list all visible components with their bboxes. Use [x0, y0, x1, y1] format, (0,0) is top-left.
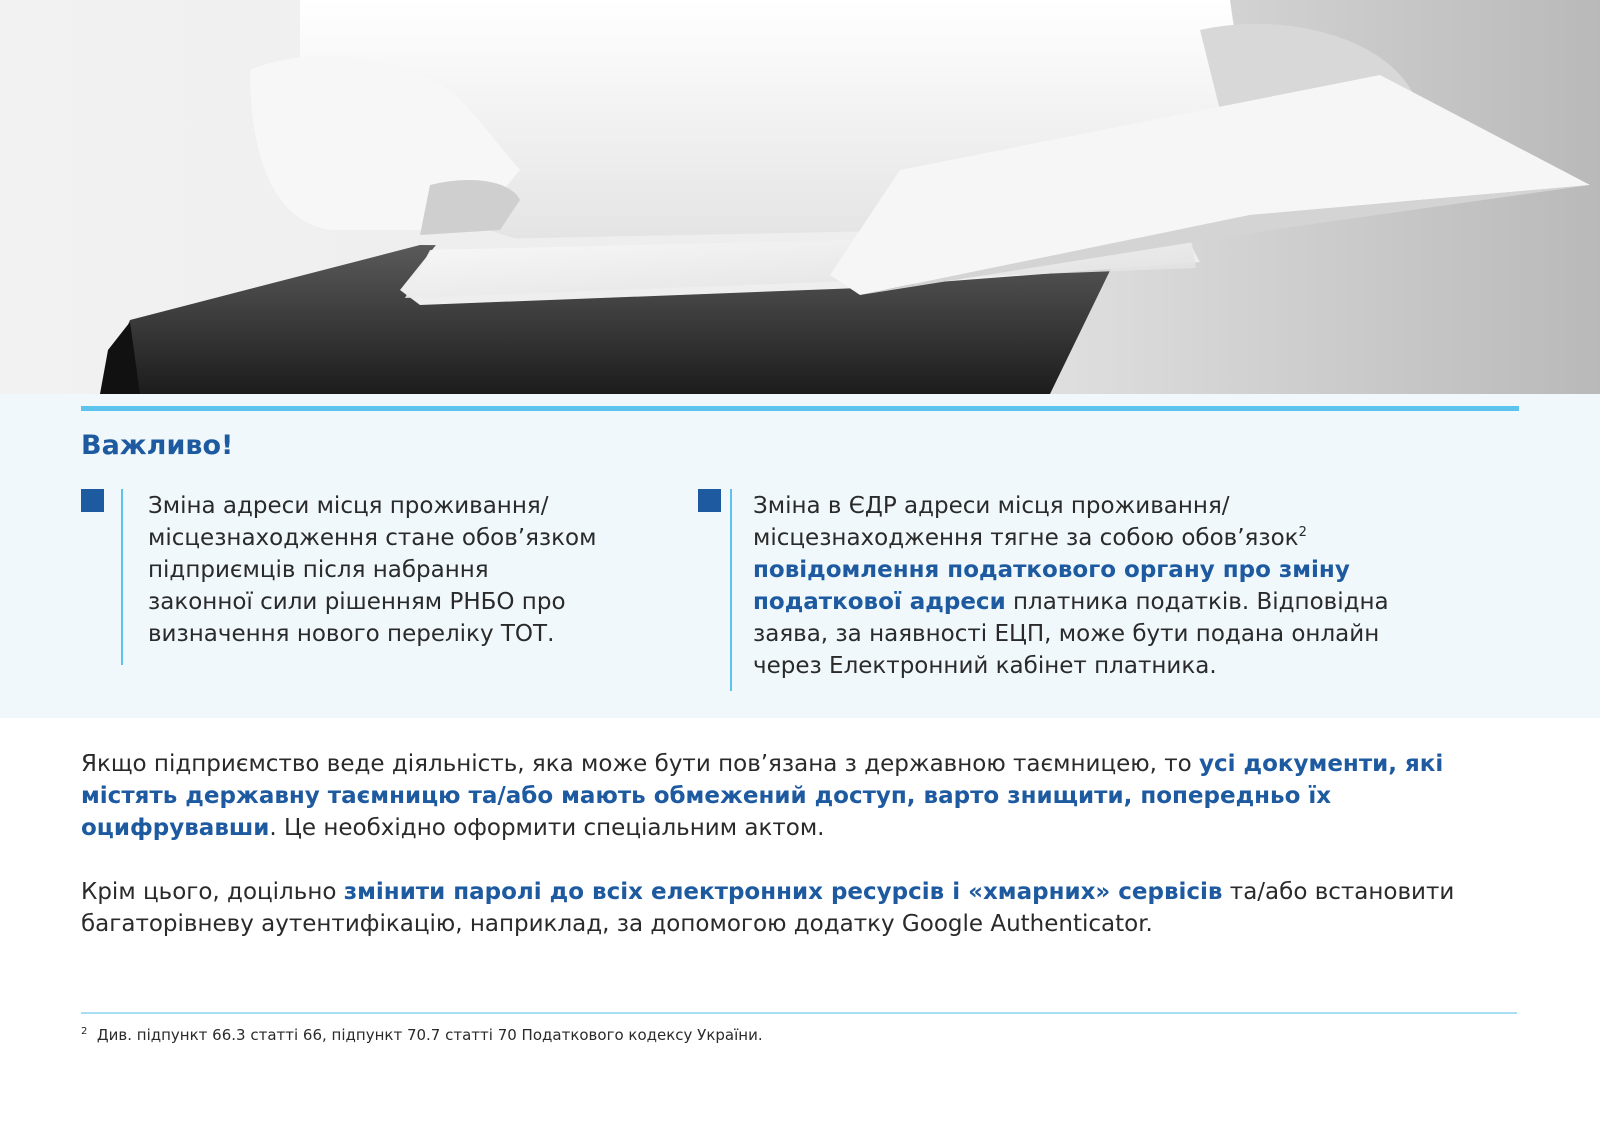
hero-photo — [0, 0, 1600, 394]
paragraph-passwords — [81, 876, 1521, 940]
footnote-number: 2 — [81, 1026, 88, 1037]
note-left-line: місцезнаходження стане обов’язком — [148, 525, 597, 551]
note-left-line: визначення нового переліку ТОТ. — [148, 621, 555, 647]
paragraph-text: та/або встановити багаторівневу аутентифікацію, наприклад, за допомогою додатку Google Authenticator. — [81, 879, 1455, 937]
panel-top-rule — [81, 406, 1519, 411]
note-marker-left — [81, 489, 104, 512]
footnote-text: Див. підпункт 66.3 статті 66, підпункт 70.7 статті 70 Податкового кодексу України. — [96, 1026, 763, 1044]
note-divider-right — [730, 489, 732, 691]
note-right-line: Зміна в ЄДР адреси місця проживання/ — [753, 493, 1230, 519]
note-left-line: Зміна адреси місця проживання/ — [148, 493, 549, 519]
important-title: Важливо! — [81, 430, 234, 461]
footnote-ref[interactable]: 2 — [1298, 525, 1307, 540]
note-right-line: місцезнаходження тягне за собою обов’язок — [753, 525, 1299, 551]
note-right-line: заява, за наявності ЕЦП, може бути подана онлайн — [753, 621, 1380, 647]
paragraph-highlight: змінити паролі до всіх електронних ресурсів і «хмарних» сервісів — [343, 879, 1223, 905]
paragraph-text: Якщо підприємство веде діяльність, яка може бути пов’язана з державною таємницею, то — [81, 751, 1200, 777]
paragraph-text: . Це необхідно оформити спеціальним актом. — [269, 815, 825, 841]
photo-hands-holding-papers-icon — [0, 0, 1600, 394]
note-marker-right — [698, 489, 721, 512]
important-note-right — [753, 490, 1473, 682]
note-right-line: через Електронний кабінет платника. — [753, 653, 1217, 679]
note-left-line: законної сили рішенням РНБО про — [148, 589, 566, 615]
paragraph-text: Крім цього, доцільно — [81, 879, 344, 905]
note-right-line: платника податків. Відповідна — [1005, 589, 1389, 615]
footnote-rule — [81, 1012, 1517, 1014]
footnote — [81, 1025, 763, 1045]
paragraph-state-secret — [81, 748, 1521, 844]
important-note-left — [148, 490, 668, 650]
note-left-line: підприємців після набрання — [148, 557, 489, 583]
paragraph-highlight: усі документи, які містять державну таємницю та/або мають обмежений доступ, варто знищити, попередньо їх оцифрувавши — [81, 751, 1444, 841]
note-right-highlight: повідомлення податкового органу про зміну — [753, 557, 1350, 583]
note-divider-left — [121, 489, 123, 665]
note-right-highlight: податкової адреси — [753, 589, 1006, 615]
